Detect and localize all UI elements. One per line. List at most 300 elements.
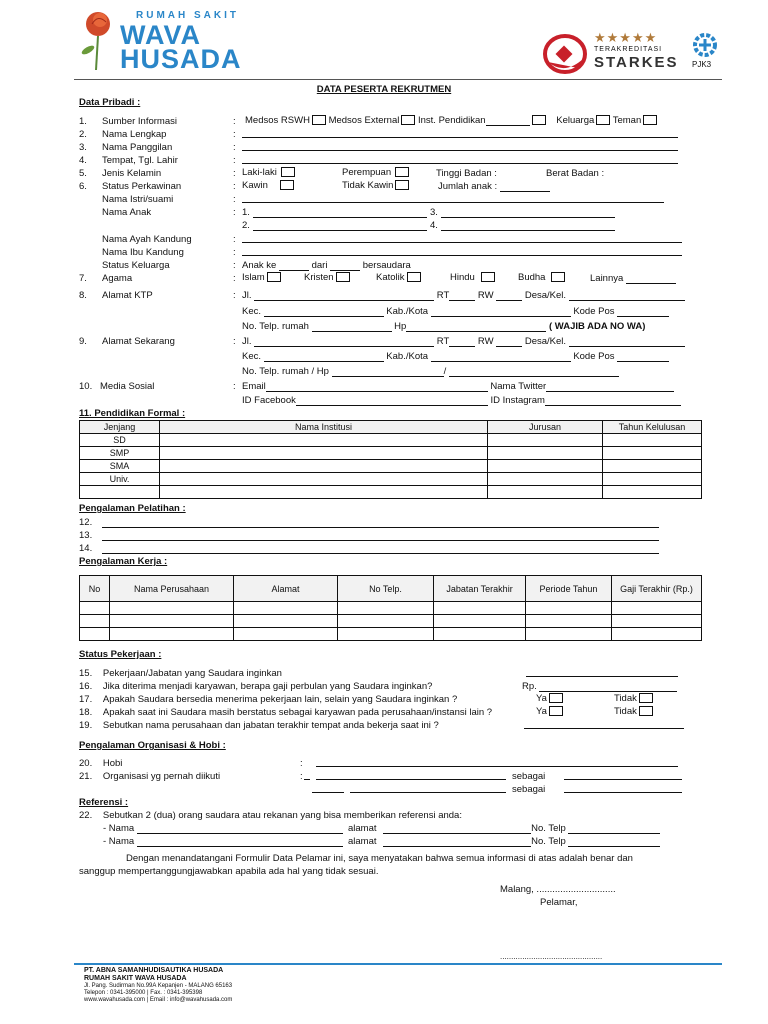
- table-row: [80, 628, 702, 641]
- colon: :: [233, 273, 236, 284]
- terakreditasi-label: TERAKREDITASI: [594, 46, 663, 53]
- colon: :: [233, 116, 236, 127]
- ktp-line-1: [242, 290, 685, 301]
- checkbox-perempuan[interactable]: [395, 167, 409, 177]
- stars: ★★★★★: [594, 30, 658, 45]
- q16: [79, 681, 432, 692]
- col-periode: Periode Tahun: [526, 576, 612, 602]
- field-ktp-telp[interactable]: [312, 323, 392, 332]
- statement-line-2: sanggup mempertanggungjawabkan apabila ada hal yang tidak sesuai.: [79, 866, 379, 877]
- ref-text: Sebutkan 2 (dua) orang saudara atau rekanan yang bisa memberikan referensi anda:: [102, 810, 462, 821]
- facebook-text: ID Facebook: [242, 395, 296, 406]
- agama-lainnya: [590, 273, 676, 284]
- pelatihan-13: [79, 530, 659, 541]
- tidak-text: Tidak: [614, 706, 637, 717]
- checkbox-teman[interactable]: [643, 115, 657, 125]
- num: 16.: [79, 681, 93, 692]
- signature-line: ..............................................: [500, 952, 603, 961]
- cell[interactable]: [110, 602, 234, 615]
- starkes-emblem-icon: [542, 32, 588, 76]
- field-ktp-rt[interactable]: [449, 292, 475, 301]
- col-perusahaan: Nama Perusahaan: [110, 576, 234, 602]
- field-org-1[interactable]: [316, 771, 506, 780]
- num: 20.: [79, 758, 93, 769]
- cell[interactable]: [526, 628, 612, 641]
- table-header: [80, 421, 702, 434]
- rt-text: RT: [436, 290, 450, 301]
- section-status-pekerjaan: Status Pekerjaan :: [79, 649, 162, 660]
- cell[interactable]: [160, 447, 488, 460]
- statement-line-1: Dengan menandatangani Formulir Data Pelamar ini, saya menyatakan bahwa semua informasi di atas adalah benar dan: [126, 853, 633, 864]
- footer: [84, 967, 232, 1004]
- skr-line-3: No. Telp. rumah / Hp /: [242, 366, 619, 377]
- opt-lainnya: Lainnya: [590, 273, 624, 284]
- wajib-wa-note: ( WAJIB ADA NO WA): [548, 321, 646, 332]
- colon: :: [233, 194, 236, 205]
- agama-katolik: [376, 272, 421, 283]
- cell[interactable]: [612, 615, 702, 628]
- cell[interactable]: [80, 602, 110, 615]
- opt-inst-pendidikan: Inst. Pendidikan: [417, 115, 486, 126]
- q15: [79, 668, 282, 679]
- field-nama-panggilan[interactable]: [242, 142, 678, 151]
- checkbox-hindu[interactable]: [481, 272, 495, 282]
- field-jumlah-anak[interactable]: [500, 183, 550, 192]
- col-jabatan: Jabatan Terakhir: [434, 576, 526, 602]
- ya-text: Ya: [536, 693, 547, 704]
- opt-katolik: Katolik: [376, 272, 405, 283]
- label-nama-panggilan: Nama Panggilan: [102, 142, 173, 153]
- q21: [79, 771, 220, 782]
- field-skr-desa[interactable]: [569, 338, 685, 347]
- cell[interactable]: [603, 473, 702, 486]
- field-sebagai-1[interactable]: [564, 771, 682, 780]
- field-skr-rt[interactable]: [449, 338, 475, 347]
- field-anak-1[interactable]: [253, 209, 427, 218]
- field-anak-4[interactable]: [441, 222, 615, 231]
- nama-label: - Nama: [103, 836, 135, 847]
- anak-3: [430, 207, 615, 218]
- field-ref-nama-2[interactable]: [137, 838, 343, 847]
- kab-text: Kab./Kota: [386, 351, 429, 362]
- field-dari[interactable]: [330, 262, 360, 271]
- rose-icon: [78, 6, 118, 72]
- bersaudara-text: bersaudara: [362, 260, 411, 271]
- cell[interactable]: [612, 602, 702, 615]
- accreditation-logo: [542, 30, 722, 80]
- checkbox-budha[interactable]: [551, 272, 565, 282]
- field-ktp-rw[interactable]: [496, 292, 522, 301]
- field-lainnya[interactable]: [626, 275, 676, 284]
- checkbox-q17-ya[interactable]: [549, 693, 563, 703]
- cell[interactable]: [603, 460, 702, 473]
- footer-web: www.wavahusada.com | Email : info@wavahusada.com: [84, 997, 233, 1003]
- label-istri: Nama Istri/suami: [102, 194, 174, 205]
- tidak-text: Tidak: [614, 693, 637, 704]
- cell[interactable]: [338, 615, 434, 628]
- field-ktp-desa[interactable]: [569, 292, 685, 301]
- cell[interactable]: [603, 447, 702, 460]
- field-skr-rw[interactable]: [496, 338, 522, 347]
- cell[interactable]: [526, 615, 612, 628]
- colon: :: [233, 381, 236, 392]
- section-data-pribadi: Data Pribadi :: [79, 97, 141, 108]
- cell[interactable]: [80, 615, 110, 628]
- col-alamat: Alamat: [234, 576, 338, 602]
- cell[interactable]: [160, 460, 488, 473]
- field-pelatihan-2[interactable]: [102, 532, 659, 541]
- twitter-text: Nama Twitter: [490, 381, 547, 392]
- field-inst-pendidikan[interactable]: [486, 117, 530, 126]
- rt-text: RT: [436, 336, 450, 347]
- num: 15.: [79, 668, 93, 679]
- q16-rp: [522, 681, 677, 692]
- colon: :: [233, 155, 236, 166]
- cell[interactable]: [488, 473, 603, 486]
- header-divider: [74, 79, 722, 80]
- field-sebagai-2[interactable]: [564, 784, 682, 793]
- field-skr-kodepos[interactable]: [617, 353, 669, 362]
- field-twitter[interactable]: [546, 383, 674, 392]
- num-9: 9.: [79, 336, 87, 347]
- telp-rumah-text: No. Telp. rumah: [242, 321, 309, 332]
- telp-hp-text: No. Telp. rumah / Hp: [242, 366, 329, 377]
- opt-teman: Teman: [612, 115, 642, 126]
- cell[interactable]: [603, 486, 702, 499]
- field-anak-ke[interactable]: [279, 262, 309, 271]
- label-nama-lengkap: Nama Lengkap: [102, 129, 167, 140]
- table-row: [80, 602, 702, 615]
- desa-text: Desa/Kel.: [524, 290, 567, 301]
- ktp-line-3: [242, 321, 645, 332]
- num-3: 3.: [79, 142, 87, 153]
- checkbox-laki[interactable]: [281, 167, 295, 177]
- anak-num: 2.: [242, 220, 250, 231]
- field-anak-3[interactable]: [441, 209, 615, 218]
- kab-text: Kab./Kota: [386, 306, 429, 317]
- label-tinggi: Tinggi Badan :: [436, 168, 497, 179]
- col-no: No: [80, 576, 110, 602]
- field-pelatihan-1[interactable]: [102, 519, 659, 528]
- label-ayah: Nama Ayah Kandung: [102, 234, 192, 245]
- cell[interactable]: [160, 434, 488, 447]
- nama-label: - Nama: [103, 823, 135, 834]
- cell[interactable]: [526, 602, 612, 615]
- cell[interactable]: [160, 473, 488, 486]
- field-email[interactable]: [266, 383, 488, 392]
- section-organisasi: Pengalaman Organisasi & Hobi :: [79, 740, 226, 751]
- cell[interactable]: [338, 628, 434, 641]
- skr-line-2: [242, 351, 669, 362]
- field-nama-lengkap[interactable]: [242, 129, 678, 138]
- q17-ya: [536, 693, 563, 704]
- cell[interactable]: [488, 434, 603, 447]
- field-anak-2[interactable]: [253, 222, 427, 231]
- label-ibu: Nama Ibu Kandung: [102, 247, 184, 258]
- cell[interactable]: [488, 460, 603, 473]
- agama-hindu: [450, 272, 495, 283]
- sebagai-1: sebagai: [512, 771, 546, 782]
- kec-text: Kec.: [242, 306, 262, 317]
- field-ref-telp-2[interactable]: [568, 838, 660, 847]
- label-agama: Agama: [102, 273, 133, 284]
- q-text: Jika diterima menjadi karyawan, berapa gaji perbulan yang Saudara inginkan?: [102, 681, 433, 692]
- gear-icon: [692, 32, 718, 58]
- rp-text: Rp.: [522, 681, 537, 692]
- ya-text: Ya: [536, 706, 547, 717]
- jumlah-anak-text: Jumlah anak :: [438, 181, 498, 192]
- ktp-line-2: [242, 306, 669, 317]
- field-ref-alamat-1[interactable]: [383, 825, 531, 834]
- checkbox-q18-ya[interactable]: [549, 706, 563, 716]
- page-title: DATA PESERTA REKRUTMEN: [316, 84, 452, 95]
- agama-islam: [242, 272, 281, 283]
- anak-num: 3.: [430, 207, 438, 218]
- q22: [79, 810, 462, 821]
- field-skr-telp[interactable]: [332, 368, 444, 377]
- table-row: [80, 434, 702, 447]
- checkbox-medsos-external[interactable]: [401, 115, 415, 125]
- colon: :: [233, 260, 236, 271]
- footer-divider: [74, 963, 722, 965]
- num: 19.: [79, 720, 93, 731]
- num: 18.: [79, 707, 93, 718]
- cell[interactable]: [234, 602, 338, 615]
- q18-tidak: [614, 706, 653, 717]
- ref-2: [103, 836, 343, 847]
- field-skr-hp[interactable]: [449, 368, 619, 377]
- col-gaji: Gaji Terakhir (Rp.): [612, 576, 702, 602]
- rw-text: RW: [477, 290, 494, 301]
- q18: [79, 707, 492, 718]
- table-row: [80, 615, 702, 628]
- hospital-subtitle: RUMAH SAKIT: [136, 10, 239, 21]
- skr-line-1: [242, 336, 685, 347]
- opt-tidak-kawin: Tidak Kawin: [342, 180, 394, 191]
- field-ktp-hp[interactable]: [406, 323, 546, 332]
- num: 17.: [79, 694, 93, 705]
- field-q15[interactable]: [526, 668, 678, 677]
- kodepos-text: Kode Pos: [573, 306, 615, 317]
- footer-pt: PT. ABNA SAMANHUDISAUTIKA HUSADA: [84, 967, 224, 974]
- checkbox-q17-tidak[interactable]: [639, 693, 653, 703]
- field-ref-alamat-2[interactable]: [383, 838, 531, 847]
- medsos-line-1: [242, 381, 674, 392]
- cell[interactable]: [434, 615, 526, 628]
- medsos-line-2: [242, 395, 681, 406]
- q18-ya: [536, 706, 563, 717]
- q17-tidak: [614, 693, 653, 704]
- footer-rs: RUMAH SAKIT WAVA HUSADA: [84, 975, 187, 982]
- label-status: Status Perkawinan: [102, 181, 182, 192]
- pelatihan-12: [79, 517, 659, 528]
- label-jumlah-anak: [438, 181, 550, 192]
- checkbox-katolik[interactable]: [407, 272, 421, 282]
- num: 12.: [79, 517, 93, 528]
- num-6: 6.: [79, 181, 87, 192]
- ref-2-alamat: [348, 836, 660, 847]
- label-jk: Jenis Kelamin: [102, 168, 162, 179]
- field-ttl[interactable]: [242, 155, 678, 164]
- hospital-logo: [78, 6, 278, 76]
- col-telp: No Telp.: [338, 576, 434, 602]
- num-8: 8.: [79, 290, 87, 301]
- malang-date: Malang, ..............................: [500, 884, 616, 895]
- opt-laki: Laki-laki: [242, 167, 277, 178]
- num-7: 7.: [79, 273, 87, 284]
- status-tidak-kawin: [342, 180, 409, 191]
- opt-kristen: Kristen: [304, 272, 334, 283]
- cell[interactable]: [434, 602, 526, 615]
- alamat-label: alamat: [348, 836, 377, 847]
- label-status-keluarga: Status Keluarga: [102, 260, 170, 271]
- num-2: 2.: [79, 129, 87, 140]
- checkbox-inst-pendidikan[interactable]: [532, 115, 546, 125]
- footer-address: Jl. Pang. Sudirman No.99A Kepanjen - MALANG 65163: [84, 983, 233, 989]
- num-4: 4.: [79, 155, 87, 166]
- instagram-text: ID Instagram: [490, 395, 545, 406]
- col-institusi: Nama Institusi: [160, 421, 488, 434]
- cell[interactable]: [434, 628, 526, 641]
- label-ktp: Alamat KTP: [102, 290, 153, 301]
- cell[interactable]: [110, 615, 234, 628]
- cell[interactable]: [603, 434, 702, 447]
- jl-text: Jl.: [242, 290, 252, 301]
- pendidikan-table: [79, 420, 702, 499]
- pelamar-label: Pelamar,: [540, 897, 578, 908]
- colon: :: [233, 290, 236, 301]
- hospital-name-1: WAVA: [120, 20, 201, 50]
- field-instagram[interactable]: [545, 397, 681, 406]
- colon: :: [233, 142, 236, 153]
- field-ref-telp-1[interactable]: [568, 825, 660, 834]
- cell[interactable]: [160, 486, 488, 499]
- q-text: Sebutkan nama perusahaan dan jabatan terakhir tempat anda bekerja saat ini ?: [102, 720, 439, 731]
- opt-kawin: Kawin: [242, 180, 268, 191]
- label-sekarang: Alamat Sekarang: [102, 336, 175, 347]
- cell[interactable]: [612, 628, 702, 641]
- checkbox-islam[interactable]: [267, 272, 281, 282]
- sebagai-2: sebagai: [512, 784, 546, 795]
- cell[interactable]: [80, 486, 160, 499]
- anak-1: [242, 207, 427, 218]
- cell[interactable]: [110, 628, 234, 641]
- anak-2: [242, 220, 427, 231]
- field-skr-kab[interactable]: [431, 353, 571, 362]
- field-ref-nama-1[interactable]: [137, 825, 343, 834]
- checkbox-keluarga[interactable]: [596, 115, 610, 125]
- section-referensi: Referensi :: [79, 797, 129, 808]
- checkbox-kristen[interactable]: [336, 272, 350, 282]
- col-tahun: Tahun Kelulusan: [603, 421, 702, 434]
- label-medsos: Media Sosial: [100, 381, 155, 392]
- field-istri[interactable]: [242, 194, 664, 203]
- jl-text: Jl.: [242, 336, 252, 347]
- checkbox-q18-tidak[interactable]: [639, 706, 653, 716]
- field-org-short-2[interactable]: [312, 784, 344, 793]
- anak-4: [430, 220, 615, 231]
- checkbox-medsos-rswh[interactable]: [312, 115, 326, 125]
- field-q16[interactable]: [539, 683, 677, 692]
- field-org-2[interactable]: [350, 784, 506, 793]
- footer-telp: Telepon : 0341-395000 | Fax. : 0341-395398: [84, 990, 203, 996]
- num: 21.: [79, 771, 93, 782]
- colon: :: [233, 181, 236, 192]
- label-sumber: Sumber Informasi: [102, 116, 177, 127]
- anak-num: 4.: [430, 220, 438, 231]
- jk-laki: [242, 167, 295, 178]
- num-5: 5.: [79, 168, 87, 179]
- hobi-label: Hobi: [102, 758, 123, 769]
- cell[interactable]: [234, 615, 338, 628]
- status-keluarga-line: [242, 260, 411, 271]
- checkbox-tidak-kawin[interactable]: [395, 180, 409, 190]
- opt-islam: Islam: [242, 272, 265, 283]
- kerja-table: [79, 575, 702, 641]
- field-ktp-jl[interactable]: [254, 292, 434, 301]
- field-org-short-1[interactable]: [304, 771, 310, 780]
- colon: :: [233, 247, 236, 258]
- table-header: [80, 576, 702, 602]
- field-q19[interactable]: [524, 720, 684, 729]
- checkbox-kawin[interactable]: [280, 180, 294, 190]
- q-text: Apakah saat ini Saudara masih berstatus sebagai karyawan pada perusahaan/instansi lain ?: [102, 707, 493, 718]
- field-pelatihan-3[interactable]: [102, 545, 659, 554]
- cell[interactable]: [234, 628, 338, 641]
- field-hobi[interactable]: [316, 758, 678, 767]
- colon: :: [233, 234, 236, 245]
- field-facebook[interactable]: [296, 397, 488, 406]
- table-row: [80, 486, 702, 499]
- field-ktp-kec[interactable]: [264, 308, 384, 317]
- col-jurusan: Jurusan: [488, 421, 603, 434]
- field-skr-jl[interactable]: [254, 338, 434, 347]
- dari-text: dari: [311, 260, 328, 271]
- num-10: 10.: [79, 381, 93, 392]
- opt-budha: Budha: [518, 272, 546, 283]
- colon: :: [300, 771, 303, 782]
- ref-1: [103, 823, 343, 834]
- field-skr-kec[interactable]: [264, 353, 384, 362]
- cell[interactable]: [338, 602, 434, 615]
- telp-label: No. Telp: [531, 836, 566, 847]
- q17: [79, 694, 457, 705]
- status-kawin: [242, 180, 294, 191]
- starkes-label: STARKES: [594, 54, 679, 71]
- hospital-name-2: HUSADA: [120, 44, 242, 74]
- cell[interactable]: [488, 486, 603, 499]
- colon: :: [233, 168, 236, 179]
- field-ktp-kodepos[interactable]: [617, 308, 669, 317]
- label-ttl: Tempat, Tgl. Lahir: [102, 155, 178, 166]
- row-label: SMP: [80, 447, 160, 460]
- sumber-options: [245, 115, 657, 126]
- cell[interactable]: [80, 628, 110, 641]
- email-text: Email: [242, 381, 266, 392]
- field-ibu[interactable]: [242, 247, 682, 256]
- ref-1-alamat: [348, 823, 660, 834]
- kec-text: Kec.: [242, 351, 262, 362]
- section-pendidikan: 11. Pendidikan Formal :: [79, 408, 186, 419]
- field-ktp-kab[interactable]: [431, 308, 571, 317]
- row-label: SMA: [80, 460, 160, 473]
- num: 14.: [79, 543, 93, 554]
- cell[interactable]: [488, 447, 603, 460]
- colon: :: [300, 758, 303, 769]
- q-text: Pekerjaan/Jabatan yang Saudara inginkan: [102, 668, 282, 679]
- opt-perempuan: Perempuan: [342, 167, 392, 178]
- field-ayah[interactable]: [242, 234, 682, 243]
